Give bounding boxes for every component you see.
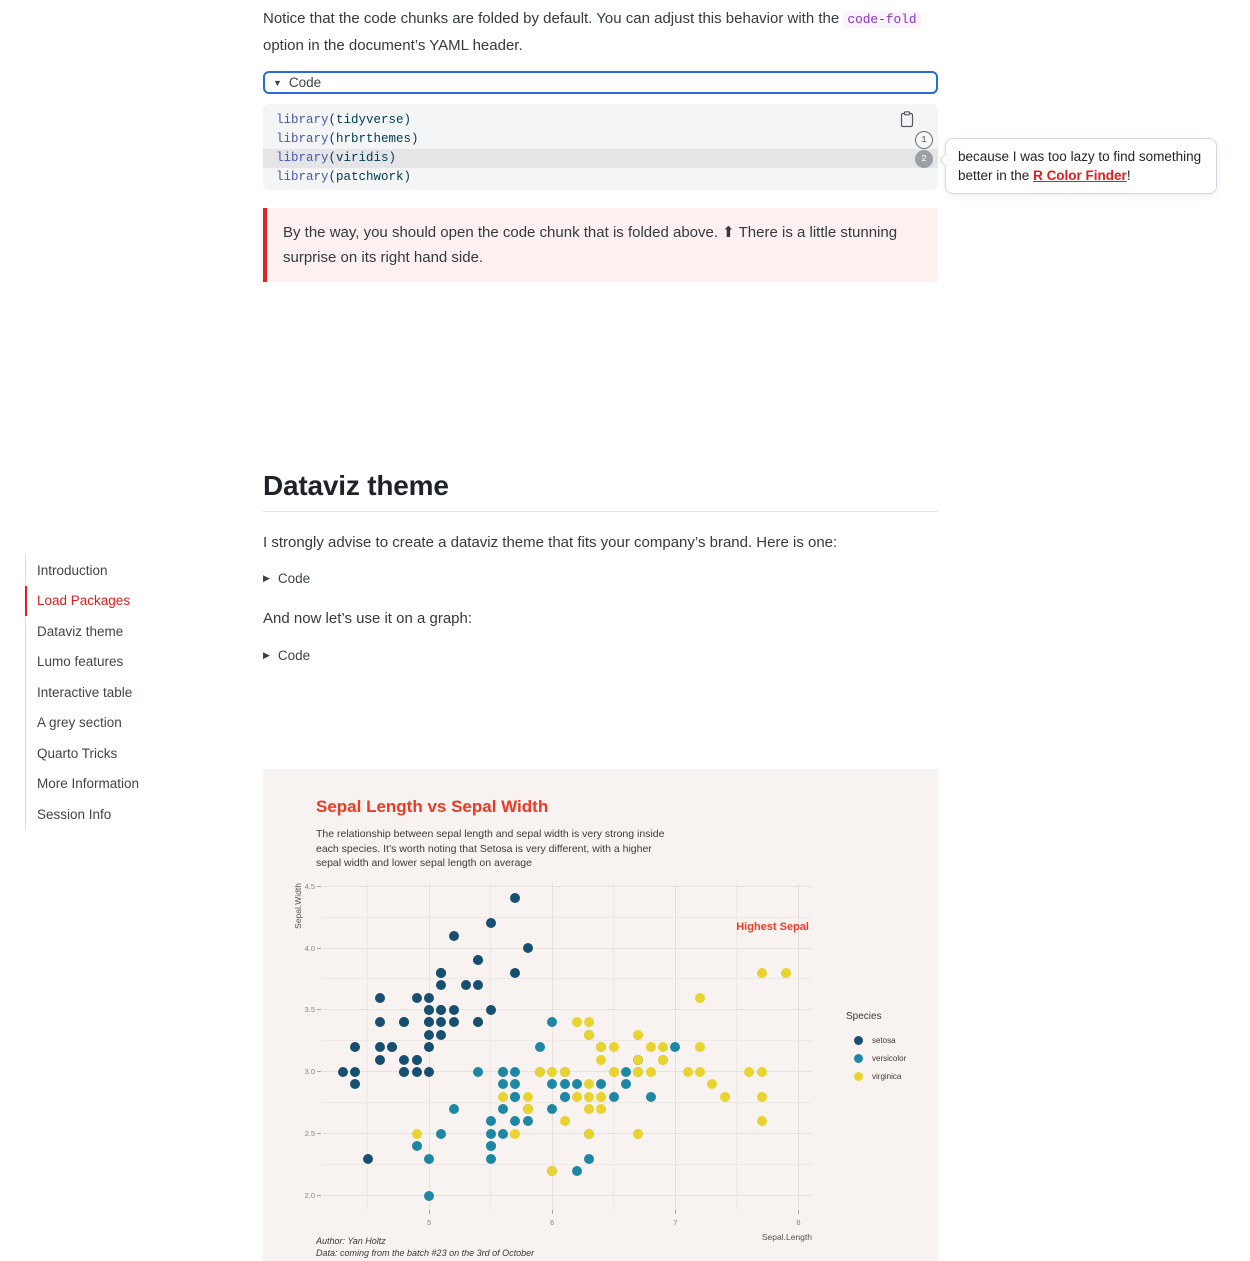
x-tick — [675, 1210, 676, 1214]
data-point-virginica — [695, 1067, 705, 1077]
data-point-virginica — [560, 1116, 570, 1126]
data-point-versicolor — [412, 1141, 422, 1151]
data-point-setosa — [486, 1005, 496, 1015]
data-point-setosa — [375, 1042, 385, 1052]
data-point-versicolor — [646, 1092, 656, 1102]
sidebar-item-more-information[interactable]: More Information — [25, 769, 225, 800]
y-tick — [317, 886, 321, 887]
y-tick-label: 4.0 — [304, 943, 315, 953]
x-tick — [552, 1210, 553, 1214]
data-point-setosa — [375, 993, 385, 1003]
data-point-setosa — [399, 1055, 409, 1065]
tooltip-text-after: ! — [1126, 168, 1131, 183]
y-tick — [317, 1009, 321, 1010]
chart-caption-line: Data: coming from the batch #23 on the 3rd of October — [316, 1247, 535, 1258]
legend-label: virginica — [872, 1071, 902, 1081]
legend-entry-virginica — [846, 1067, 906, 1085]
data-point-virginica — [695, 993, 705, 1003]
sidebar-item-interactive-table[interactable]: Interactive table — [25, 677, 225, 708]
data-point-virginica — [757, 1092, 767, 1102]
code-line: library(tidyverse) — [276, 113, 412, 127]
data-point-virginica — [523, 1104, 533, 1114]
legend-dot-icon — [854, 1072, 863, 1081]
r-color-finder-link[interactable]: R Color Finder — [1033, 168, 1127, 183]
data-point-virginica — [757, 1116, 767, 1126]
data-point-virginica — [596, 1055, 606, 1065]
sidebar-item-quarto-tricks[interactable]: Quarto Tricks — [25, 738, 225, 769]
y-axis-title: Sepal.Width — [293, 883, 303, 929]
sidebar-item-introduction[interactable]: Introduction — [25, 555, 225, 586]
gridline-major-h — [322, 1009, 812, 1010]
data-point-virginica — [535, 1067, 545, 1077]
data-point-setosa — [412, 993, 422, 1003]
section-title: Dataviz theme — [263, 470, 449, 501]
intro-text-before: Notice that the code chunks are folded by default. You can adjust this behavior with the — [263, 10, 844, 27]
data-point-versicolor — [621, 1067, 631, 1077]
code-line: library(patchwork) — [276, 170, 412, 184]
intro-text-after: option in the document’s YAML header. — [263, 37, 523, 54]
y-tick — [317, 1195, 321, 1196]
data-point-virginica — [658, 1055, 668, 1065]
x-tick-label: 6 — [550, 1218, 555, 1227]
data-point-setosa — [449, 1005, 459, 1015]
code-fold-label: Code — [277, 648, 311, 663]
x-tick-label: 7 — [673, 1218, 678, 1227]
data-point-setosa — [523, 943, 533, 953]
data-point-versicolor — [449, 1104, 459, 1114]
y-tick-label: 3.5 — [304, 1005, 315, 1015]
chart-subtitle-line: The relationship between sepal length and sepal width is very strong inside — [316, 828, 665, 840]
legend-label: setosa — [872, 1035, 896, 1045]
legend-title: Species — [846, 1011, 882, 1022]
x-axis-title: Sepal.Length — [761, 1232, 812, 1242]
data-point-versicolor — [510, 1092, 520, 1102]
data-point-setosa — [424, 1067, 434, 1077]
gridline-minor-h — [322, 978, 812, 979]
chevron-right-icon: ▶ — [263, 573, 270, 583]
data-point-virginica — [633, 1055, 643, 1065]
data-point-virginica — [584, 1092, 594, 1102]
data-point-setosa — [412, 1067, 422, 1077]
data-point-virginica — [720, 1092, 730, 1102]
data-point-versicolor — [609, 1092, 619, 1102]
code-annotation-2[interactable]: 2 — [915, 150, 933, 168]
chart-subtitle-line: each species. It’s worth noting that Setosa is very different, with a higher — [316, 842, 652, 855]
code-annotation-1[interactable]: 1 — [915, 131, 933, 149]
sidebar-item-load-packages[interactable]: Load Packages — [25, 586, 225, 617]
y-tick — [317, 1071, 321, 1072]
code-fold-label: Code — [288, 75, 322, 90]
code-fold-button-expanded[interactable] — [263, 71, 938, 94]
y-tick-label: 3.0 — [304, 1067, 315, 1077]
data-point-versicolor — [498, 1104, 508, 1114]
y-tick — [317, 1133, 321, 1134]
data-point-versicolor — [498, 1129, 508, 1139]
data-point-setosa — [486, 918, 496, 928]
data-point-versicolor — [560, 1079, 570, 1089]
y-tick-label: 2.0 — [304, 1191, 315, 1201]
callout-note — [263, 208, 938, 282]
chart-caption — [316, 1236, 534, 1259]
data-point-virginica — [646, 1067, 656, 1077]
legend-dot-icon — [854, 1054, 863, 1063]
data-point-setosa — [424, 1030, 434, 1040]
chart-annotation: Highest Sepal — [736, 920, 809, 933]
gridline-major-v — [552, 883, 553, 1210]
data-point-versicolor — [535, 1042, 545, 1052]
x-tick — [429, 1210, 430, 1214]
data-point-setosa — [375, 1055, 385, 1065]
scatter-plot-figure — [263, 769, 938, 1261]
data-point-versicolor — [498, 1067, 508, 1077]
data-point-virginica — [609, 1042, 619, 1052]
y-tick-label: 2.5 — [304, 1129, 315, 1139]
legend-label: versicolor — [872, 1053, 907, 1063]
data-point-virginica — [560, 1067, 570, 1077]
callout-text: By the way, you should open the code chunk that is folded above. ⬆ There is a little stunning surprise on its right hand side. — [283, 224, 898, 266]
code-fold-label: Code — [277, 571, 311, 586]
chart-subtitle-line: sepal width and lower sepal length on average — [316, 857, 532, 870]
sidebar-item-lumo-features[interactable]: Lumo features — [25, 647, 225, 678]
data-point-virginica — [572, 1092, 582, 1102]
legend-entry-versicolor — [846, 1049, 906, 1067]
data-point-virginica — [609, 1067, 619, 1077]
data-point-virginica — [695, 1042, 705, 1052]
tooltip-arrow — [939, 153, 953, 167]
data-point-versicolor — [584, 1154, 594, 1164]
data-point-virginica — [412, 1129, 422, 1139]
data-point-setosa — [363, 1154, 373, 1164]
dataviz-paragraph-1: I strongly advise to create a dataviz theme that fits your company’s brand. Here is one: — [263, 534, 838, 551]
gridline-minor-h — [322, 1164, 812, 1165]
chevron-right-icon: ▶ — [263, 650, 270, 660]
data-point-virginica — [683, 1067, 693, 1077]
gridline-minor-h — [322, 917, 812, 918]
data-point-versicolor — [486, 1154, 496, 1164]
chevron-down-icon: ▼ — [273, 77, 282, 88]
chart-caption-line: Author: Yan Holtz — [316, 1236, 386, 1246]
section-divider — [263, 511, 938, 512]
data-point-virginica — [781, 968, 791, 978]
code-line: library(viridis) — [276, 151, 397, 165]
data-point-versicolor — [486, 1129, 496, 1139]
chart-title: Sepal Length vs Sepal Width — [316, 797, 549, 816]
legend-dot-icon — [854, 1036, 863, 1045]
sidebar-item-a-grey-section[interactable]: A grey section — [25, 708, 225, 739]
gridline-major-h — [322, 886, 812, 887]
data-point-virginica — [523, 1092, 533, 1102]
data-point-virginica — [646, 1042, 656, 1052]
x-tick-label: 5 — [427, 1218, 432, 1227]
data-point-virginica — [498, 1092, 508, 1102]
data-point-setosa — [424, 1005, 434, 1015]
gridline-major-h — [322, 1133, 812, 1134]
tooltip-text-before: because I was too lazy to find something better in the — [958, 149, 1202, 183]
data-point-versicolor — [486, 1141, 496, 1151]
intro-paragraph — [263, 6, 963, 59]
data-point-versicolor — [424, 1191, 434, 1201]
code-fold-collapsed-1[interactable] — [263, 571, 310, 586]
data-point-versicolor — [572, 1166, 582, 1176]
data-point-virginica — [584, 1129, 594, 1139]
gridline-minor-h — [322, 1040, 812, 1041]
x-tick-label: 8 — [796, 1218, 801, 1227]
legend-entry-setosa — [846, 1031, 906, 1049]
x-tick — [798, 1210, 799, 1214]
toc-sidebar — [25, 555, 225, 830]
sidebar-item-session-info[interactable]: Session Info — [25, 799, 225, 830]
data-point-setosa — [412, 1055, 422, 1065]
gridline-minor-h — [322, 1102, 812, 1103]
dataviz-paragraph-2: And now let’s use it on a graph: — [263, 610, 473, 627]
code-block — [263, 104, 938, 190]
data-point-versicolor — [560, 1092, 570, 1102]
gridline-major-h — [322, 948, 812, 949]
data-point-virginica — [757, 1067, 767, 1077]
code-line: library(hrbrthemes) — [276, 132, 419, 146]
inline-code-code-fold: code-fold — [843, 11, 920, 28]
annotation-tooltip — [945, 138, 1217, 194]
code-fold-collapsed-2[interactable] — [263, 648, 310, 663]
data-point-setosa — [338, 1067, 348, 1077]
data-point-setosa — [424, 993, 434, 1003]
sidebar-item-dataviz-theme[interactable]: Dataviz theme — [25, 616, 225, 647]
data-point-versicolor — [424, 1154, 434, 1164]
gridline-major-h — [322, 1195, 812, 1196]
y-tick-label: 4.5 — [304, 881, 315, 891]
data-point-virginica — [584, 1030, 594, 1040]
y-tick — [317, 948, 321, 949]
chart-subtitle — [316, 827, 664, 871]
data-point-virginica — [757, 968, 767, 978]
chart-legend — [846, 1011, 906, 1085]
data-point-setosa — [449, 931, 459, 941]
